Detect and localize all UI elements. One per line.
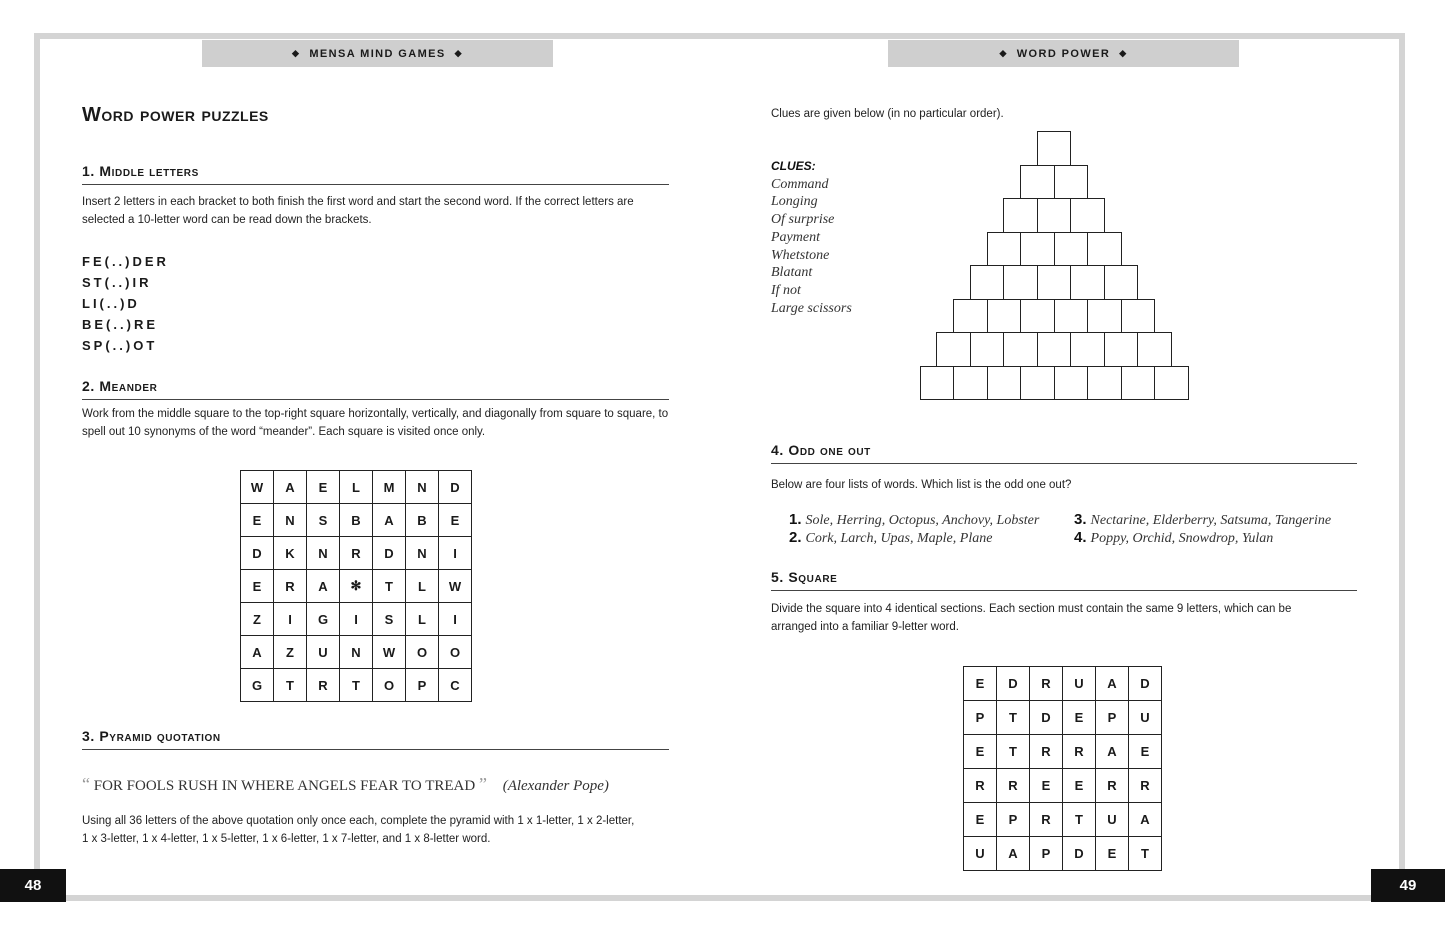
grid-cell: A xyxy=(274,471,307,504)
pyramid-cell xyxy=(1054,299,1089,334)
quote-author: (Alexander Pope) xyxy=(502,778,609,794)
grid-cell: N xyxy=(406,537,439,570)
middle-letters-list xyxy=(82,251,169,356)
odd-list-1 xyxy=(789,511,1039,529)
grid-cell: E xyxy=(1063,769,1096,803)
grid-cell: C xyxy=(439,669,472,702)
clue-item: If not xyxy=(771,282,801,298)
grid-cell: E xyxy=(964,735,997,769)
section-4-heading: 4. Odd one out xyxy=(771,442,1357,464)
pyramid-cell xyxy=(987,366,1022,401)
pyramid-cell xyxy=(1054,232,1089,267)
grid-cell: T xyxy=(274,669,307,702)
grid-cell: R xyxy=(1030,735,1063,769)
grid-cell: R xyxy=(1030,667,1063,701)
grid-cell: A xyxy=(1096,667,1129,701)
grid-row xyxy=(241,570,472,603)
grid-cell: D xyxy=(1129,667,1162,701)
page-title: Word power puzzles xyxy=(82,104,269,126)
grid-row xyxy=(964,769,1162,803)
grid-cell: T xyxy=(1063,803,1096,837)
clues-list xyxy=(771,158,852,317)
grid-cell: S xyxy=(307,504,340,537)
pyramid-cell xyxy=(1121,366,1156,401)
grid-cell: N xyxy=(406,471,439,504)
pyramid-cell xyxy=(1154,366,1189,401)
pyramid-cell xyxy=(936,332,971,367)
grid-row xyxy=(964,837,1162,871)
running-header-right xyxy=(888,40,1239,67)
pyramid-cell xyxy=(970,332,1005,367)
pyramid-cell xyxy=(1087,366,1122,401)
pyramid-cell xyxy=(1104,332,1139,367)
grid-row xyxy=(964,701,1162,735)
diamond-icon: ◆ xyxy=(1119,48,1128,58)
grid-cell: U xyxy=(964,837,997,871)
grid-cell: A xyxy=(307,570,340,603)
grid-cell: T xyxy=(373,570,406,603)
list-number: 4. xyxy=(1074,529,1087,546)
pyramid-cell xyxy=(987,299,1022,334)
grid-row xyxy=(241,471,472,504)
list-number: 3. xyxy=(1074,511,1087,528)
grid-cell: A xyxy=(997,837,1030,871)
grid-row xyxy=(241,636,472,669)
section-3-text: Using all 36 letters of the above quotation only once each, complete the pyramid with 1 x 1-letter, 1 x 2-letter, 1 x 3-letter, 1 x 4-letter, 1 x 5-letter, 1 x 6-letter, 1 x 7-letter, and 1 x 8-letter word. xyxy=(82,815,635,845)
odd-list-4 xyxy=(1074,529,1273,547)
grid-cell: D xyxy=(241,537,274,570)
grid-cell: E xyxy=(1063,701,1096,735)
grid-cell: T xyxy=(340,669,373,702)
grid-row xyxy=(964,735,1162,769)
clue-item: Payment xyxy=(771,229,820,245)
pyramid-cell xyxy=(1020,299,1055,334)
bracket-row: FE(..)DER xyxy=(82,254,169,269)
grid-cell: R xyxy=(1129,769,1162,803)
grid-cell: E xyxy=(439,504,472,537)
quotation xyxy=(82,774,609,795)
grid-cell: W xyxy=(241,471,274,504)
pyramid-cell xyxy=(1070,332,1105,367)
bracket-row: LI(..)D xyxy=(82,296,140,311)
grid-cell: A xyxy=(1129,803,1162,837)
grid-cell: U xyxy=(1063,667,1096,701)
pyramid-cell xyxy=(1003,332,1038,367)
pyramid-cell xyxy=(1104,265,1139,300)
grid-cell: L xyxy=(340,471,373,504)
grid-row xyxy=(241,537,472,570)
list-words: Sole, Herring, Octopus, Anchovy, Lobster xyxy=(805,513,1040,528)
pyramid-cell xyxy=(1020,165,1055,200)
grid-cell: I xyxy=(274,603,307,636)
section-5-text: Divide the square into 4 identical sections. Each section must contain the same 9 letters, which can be arranged into a familiar 9-letter word. xyxy=(771,603,1292,633)
bracket-row: SP(..)OT xyxy=(82,338,158,353)
grid-cell: G xyxy=(307,603,340,636)
pyramid-cell xyxy=(987,232,1022,267)
grid-cell: R xyxy=(1063,735,1096,769)
header-left-text: MENSA MIND GAMES xyxy=(309,47,446,60)
grid-cell: E xyxy=(241,504,274,537)
grid-row xyxy=(241,669,472,702)
square-grid xyxy=(963,666,1162,871)
clue-item: Blatant xyxy=(771,265,813,281)
pyramid-cell xyxy=(1003,198,1038,233)
quote-text: FOR FOOLS RUSH IN WHERE ANGELS FEAR TO TREAD xyxy=(93,778,476,794)
pyramid-cell xyxy=(1070,198,1105,233)
pyramid-cell xyxy=(1020,366,1055,401)
pyramid-cell xyxy=(1037,332,1072,367)
clue-item: Whetstone xyxy=(771,247,830,263)
list-number: 1. xyxy=(789,511,802,528)
pyramid-cell xyxy=(1037,265,1072,300)
list-words: Cork, Larch, Upas, Maple, Plane xyxy=(805,531,993,546)
pyramid-cell xyxy=(1087,232,1122,267)
grid-row xyxy=(964,803,1162,837)
section-4-text: Below are four lists of words. Which list is the odd one out? xyxy=(771,479,1072,491)
bracket-row: BE(..)RE xyxy=(82,317,158,332)
pyramid-cell xyxy=(1137,332,1172,367)
grid-cell: R xyxy=(997,769,1030,803)
grid-cell: I xyxy=(439,537,472,570)
grid-cell: L xyxy=(406,603,439,636)
section-1-heading: 1. Middle letters xyxy=(82,163,669,185)
pyramid-cell xyxy=(1070,265,1105,300)
section-3-heading: 3. Pyramid quotation xyxy=(82,728,669,750)
pyramid-cell xyxy=(953,299,988,334)
grid-cell: P xyxy=(964,701,997,735)
grid-cell: K xyxy=(274,537,307,570)
grid-cell: U xyxy=(1129,701,1162,735)
grid-cell: R xyxy=(340,537,373,570)
grid-cell: R xyxy=(1096,769,1129,803)
open-quote-mark: “ xyxy=(82,774,90,794)
grid-cell: T xyxy=(997,735,1030,769)
grid-cell: U xyxy=(307,636,340,669)
clues-intro: Clues are given below (in no particular order). xyxy=(771,108,1004,120)
pyramid-cell xyxy=(1037,198,1072,233)
grid-cell: E xyxy=(1030,769,1063,803)
odd-list-3 xyxy=(1074,511,1331,529)
grid-cell: W xyxy=(439,570,472,603)
grid-cell: S xyxy=(373,603,406,636)
bracket-row: ST(..)IR xyxy=(82,275,152,290)
grid-cell: N xyxy=(274,504,307,537)
grid-cell: N xyxy=(307,537,340,570)
clues-label: CLUES: xyxy=(771,159,816,173)
grid-cell: A xyxy=(373,504,406,537)
list-words: Nectarine, Elderberry, Satsuma, Tangerine xyxy=(1090,513,1332,528)
grid-cell: A xyxy=(1096,735,1129,769)
grid-cell: E xyxy=(964,803,997,837)
grid-cell: M xyxy=(373,471,406,504)
grid-cell: P xyxy=(1096,701,1129,735)
grid-cell: D xyxy=(1063,837,1096,871)
grid-cell: O xyxy=(406,636,439,669)
pyramid-cell xyxy=(1121,299,1156,334)
grid-cell: E xyxy=(1096,837,1129,871)
grid-cell: Z xyxy=(274,636,307,669)
grid-cell: E xyxy=(964,667,997,701)
grid-cell: E xyxy=(1129,735,1162,769)
grid-cell: B xyxy=(406,504,439,537)
pyramid-cell xyxy=(1003,265,1038,300)
grid-cell: P xyxy=(406,669,439,702)
page-number-left: 48 xyxy=(0,869,66,902)
clue-item: Command xyxy=(771,176,829,192)
section-5-heading: 5. Square xyxy=(771,569,1357,591)
list-words: Poppy, Orchid, Snowdrop, Yulan xyxy=(1090,531,1274,546)
pyramid-cell xyxy=(1087,299,1122,334)
grid-cell: ✻ xyxy=(340,570,373,603)
pyramid-cell xyxy=(1054,366,1089,401)
grid-cell: Z xyxy=(241,603,274,636)
pyramid-cell xyxy=(970,265,1005,300)
meander-grid xyxy=(240,470,472,702)
diamond-icon: ◆ xyxy=(292,48,301,58)
grid-cell: D xyxy=(1030,701,1063,735)
clue-item: Of surprise xyxy=(771,212,835,228)
pyramid-cell xyxy=(953,366,988,401)
grid-cell: R xyxy=(1030,803,1063,837)
grid-cell: O xyxy=(439,636,472,669)
grid-cell: D xyxy=(373,537,406,570)
pyramid-cell xyxy=(1054,165,1089,200)
grid-cell: E xyxy=(307,471,340,504)
grid-cell: P xyxy=(997,803,1030,837)
page-number-right: 49 xyxy=(1371,869,1445,902)
grid-cell: U xyxy=(1096,803,1129,837)
grid-cell: R xyxy=(964,769,997,803)
diamond-icon: ◆ xyxy=(454,48,463,58)
grid-row xyxy=(964,667,1162,701)
grid-cell: N xyxy=(340,636,373,669)
grid-cell: O xyxy=(373,669,406,702)
pyramid-cell xyxy=(1037,131,1072,166)
grid-cell: D xyxy=(439,471,472,504)
grid-row xyxy=(241,603,472,636)
running-header-left xyxy=(202,40,553,67)
odd-list-2 xyxy=(789,529,992,547)
grid-cell: P xyxy=(1030,837,1063,871)
clue-item: Longing xyxy=(771,194,818,210)
header-right-text: WORD POWER xyxy=(1016,47,1111,60)
grid-cell: E xyxy=(241,570,274,603)
grid-cell: I xyxy=(439,603,472,636)
list-number: 2. xyxy=(789,529,802,546)
grid-cell: W xyxy=(373,636,406,669)
grid-cell: A xyxy=(241,636,274,669)
grid-cell: R xyxy=(307,669,340,702)
section-2-heading: 2. Meander xyxy=(82,378,669,400)
grid-row xyxy=(241,504,472,537)
grid-cell: D xyxy=(997,667,1030,701)
grid-cell: B xyxy=(340,504,373,537)
grid-cell: T xyxy=(1129,837,1162,871)
grid-cell: G xyxy=(241,669,274,702)
diamond-icon: ◆ xyxy=(999,48,1008,58)
pyramid-cell xyxy=(1020,232,1055,267)
grid-cell: R xyxy=(274,570,307,603)
grid-cell: T xyxy=(997,701,1030,735)
pyramid-cell xyxy=(920,366,955,401)
grid-cell: L xyxy=(406,570,439,603)
grid-cell: I xyxy=(340,603,373,636)
section-1-text: Insert 2 letters in each bracket to both finish the first word and start the second word. If the correct letters are selected a 10-letter word can be read down the brackets. xyxy=(82,196,634,226)
clue-item: Large scissors xyxy=(771,300,852,316)
section-2-text: Work from the middle square to the top-right square horizontally, vertically, and diagonally from square to square, to spell out 10 synonyms of the word “meander”. Each square is visited once only. xyxy=(82,408,669,438)
close-quote-mark: ” xyxy=(478,774,487,794)
